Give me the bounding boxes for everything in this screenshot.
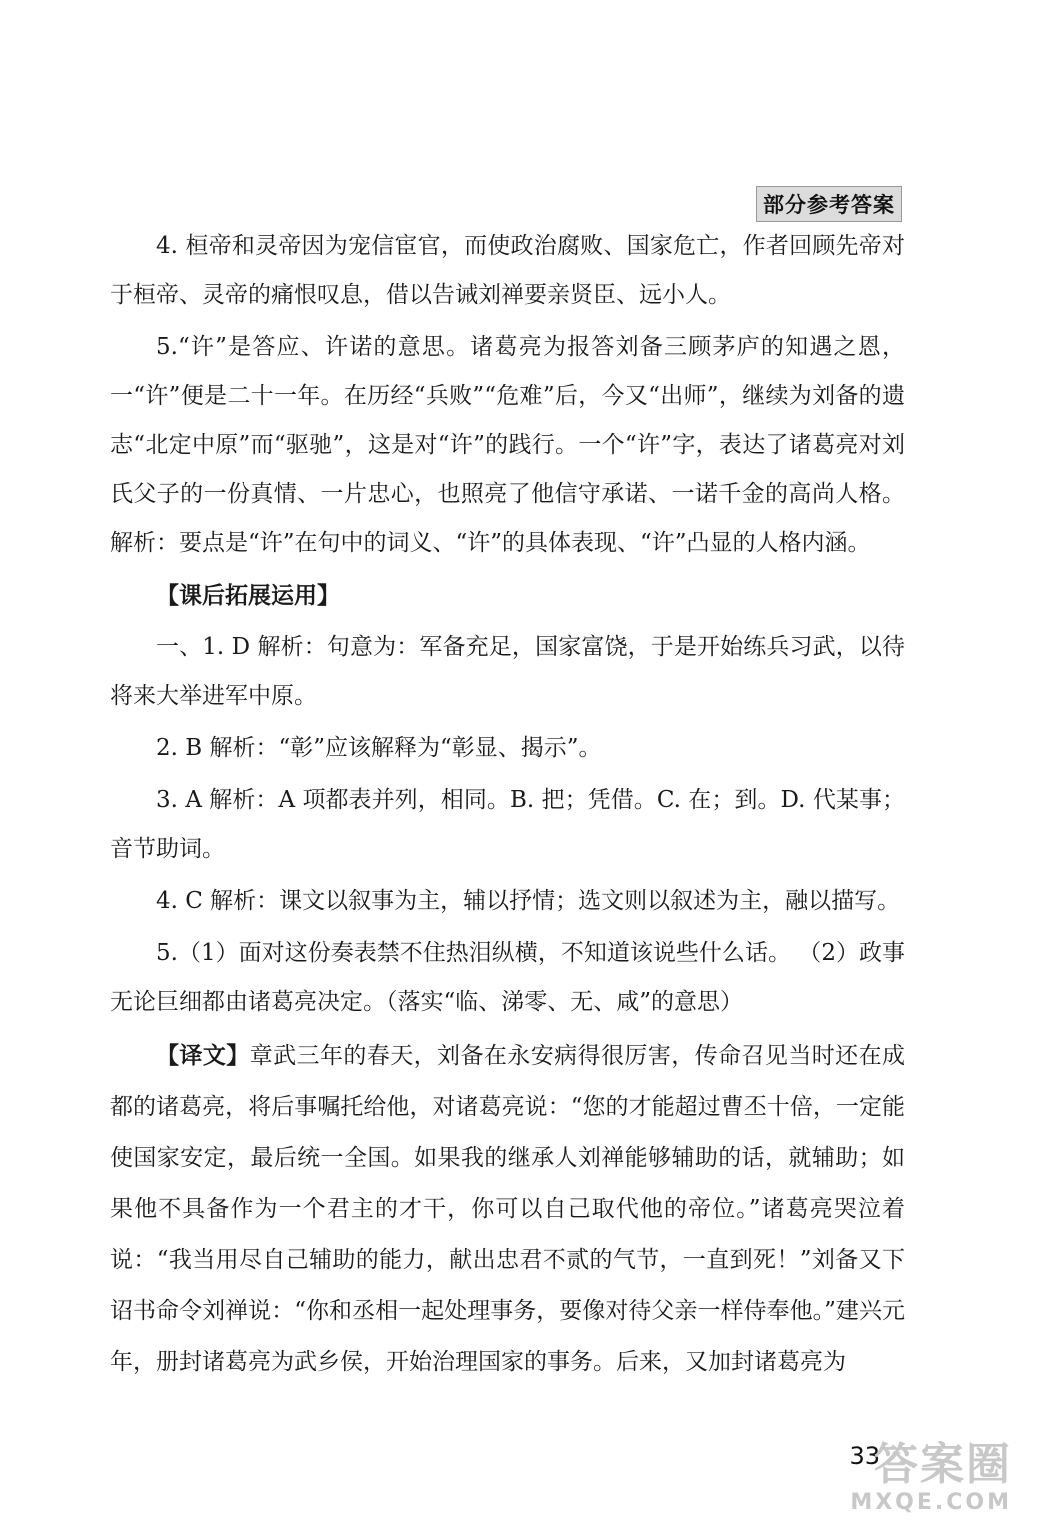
- watermark-top: 答案圈: [874, 1439, 1012, 1490]
- translation-paragraph: [110, 1030, 905, 1388]
- section-title: 【课后拓展运用】: [156, 582, 340, 609]
- translation-label: 【译文】: [156, 1042, 250, 1069]
- extension-answer-1: 一、1. D 解析：句意为：军备充足，国家富饶，于是开始练兵习武，以待将来大举进军中原。: [110, 634, 905, 709]
- watermark-logo: [822, 1440, 1012, 1522]
- answer-5: 5.“许”是答应、许诺的意思。诸葛亮为报答刘备三顾茅庐的知遇之恩，一“许”便是二十一年。在历经“兵败”“危难”后，今又“出师”，继续为刘备的遗志“北定中原”而“驱驰”，这是对“许”的践行。一个“许”字，表达了诸葛亮对刘氏父子的一份真情、一片忠心，也照亮了他信守承诺、一诺千金的高尚人格。 解析：要点是“许”在句中的词义、“许”的具体表现、“许”凸显的人格内涵。: [110, 334, 905, 556]
- extension-answer-5: 5.（1）面对这份奏表禁不住热泪纵横，不知道该说些什么话。 （2）政事无论巨细都由诸葛亮决定。（落实“临、涕零、无、咸”的意思）: [110, 940, 905, 1015]
- answer-4: 4. 桓帝和灵帝因为宠信宦官，而使政治腐败、国家危亡，作者回顾先帝对于桓帝、灵帝的痛恨叹息，借以告诫刘禅要亲贤臣、远小人。: [110, 233, 905, 308]
- page-number: 33: [849, 1442, 880, 1470]
- page-content: [110, 222, 905, 1388]
- extension-answer-3: 3. A 解析：A 项都表并列，相同。B. 把；凭借。C. 在；到。D. 代某事；音节助词。: [110, 787, 905, 862]
- extension-answer-4: 4. C 解析：课文以叙事为主，辅以抒情；选文则以叙述为主，融以描写。: [156, 888, 901, 914]
- translation-text: 章武三年的春天，刘备在永安病得很厉害，传命召见当时还在成都的诸葛亮，将后事嘱托给他，对诸葛亮说：“您的才能超过曹丕十倍，一定能使国家安定，最后统一全国。如果我的继承人刘禅能够辅助的话，就辅助；如果他不具备作为一个君主的才干，你可以自己取代他的帝位。”诸葛亮哭泣着说：“我当用尽自己辅助的能力，献出忠君不贰的气节，一直到死！”刘备又下诏书命令刘禅说：“你和丞相一起处理事务，要像对待父亲一样侍奉他。”建兴元年，册封诸葛亮为武乡侯，开始治理国家的事务。后来，又加封诸葛亮为: [110, 1043, 906, 1375]
- section-header-badge: 部分参考答案: [756, 186, 902, 222]
- watermark-bottom: MXQE.COM: [850, 1490, 1012, 1515]
- extension-answer-2: 2. B 解析：“彰”应该解释为“彰显、揭示”。: [156, 735, 602, 761]
